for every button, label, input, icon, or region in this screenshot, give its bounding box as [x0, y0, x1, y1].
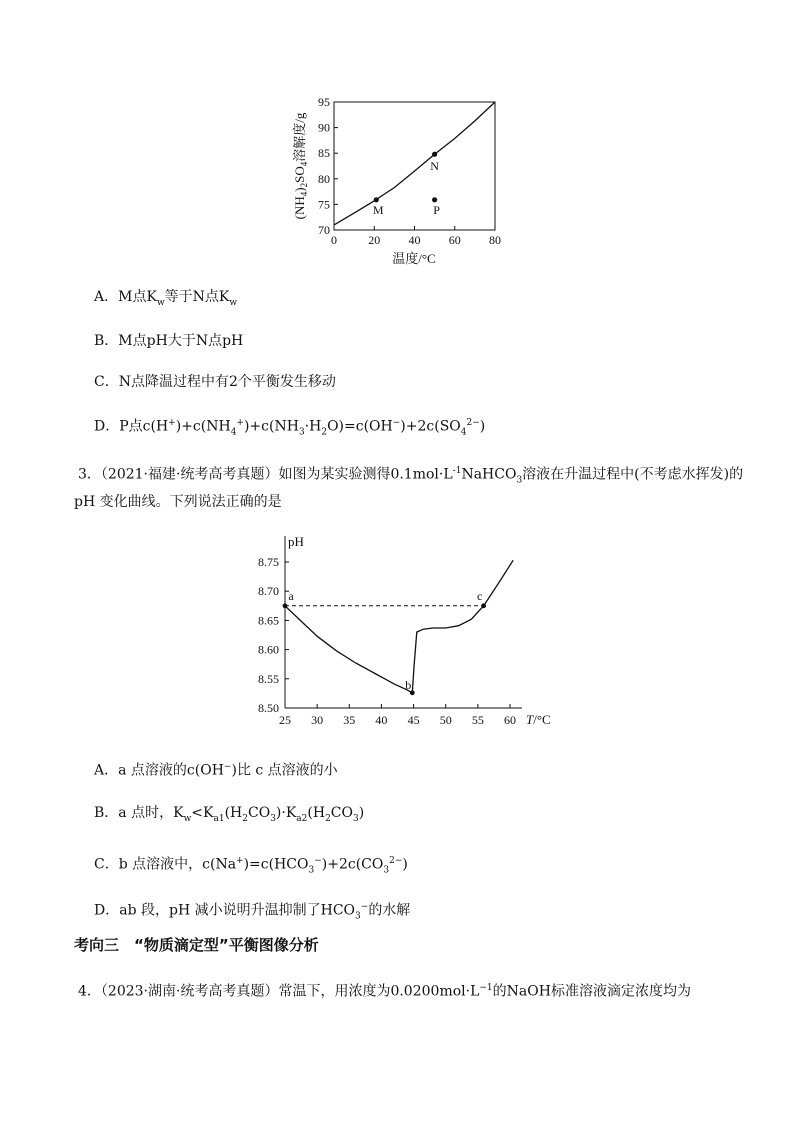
- q2-option-c: C．N点降温过程中有2个平衡发生移动: [94, 374, 336, 390]
- ph-point-c: [481, 603, 486, 608]
- q3-option-c: C．b 点溶液中，$c(Na^+)=c(HCO_3^-)+2c(CO_3^{2-})$: [94, 856, 408, 876]
- solubility-y-tick-label: 95: [318, 95, 330, 109]
- ph-curve: [285, 560, 513, 693]
- solubility-curve: [334, 102, 495, 225]
- solubility-point-label-M: M: [372, 202, 384, 217]
- solubility-point-M: [374, 197, 379, 202]
- solubility-y-axis-label: $(NH_4)_2SO_4$溶解度/g: [292, 112, 309, 220]
- ph-y-tick-label: 8.65: [258, 613, 279, 628]
- solubility-point-label-N: N: [430, 159, 439, 174]
- q4-stem: 4．（2023·湖南·统考高考真题）常温下，用浓度为$0.0200mol\cdot L^{-1}$的NaOH标准溶液滴定浓度均为: [78, 983, 691, 1000]
- solubility-x-tick-label: 40: [408, 233, 421, 247]
- q3-option-a: A．a 点溶液的c(OH−)比 c 点溶液的小: [94, 762, 338, 779]
- q3-option-d: D．ab 段，pH 减小说明升温抑制了$HCO_3^-$的水解: [94, 902, 411, 922]
- solubility-x-tick-label: 80: [489, 233, 501, 247]
- solubility-point-N: [432, 152, 437, 157]
- ph-chart: [240, 530, 560, 730]
- ph-point-label-c: c: [476, 588, 483, 603]
- ph-y-tick-label: 8.50: [258, 701, 279, 715]
- ph-y-axis-label: pH: [288, 534, 304, 549]
- section-heading: 考向三 “物质滴定型”平衡图像分析: [74, 936, 319, 954]
- ph-x-axis-label: T/°C: [526, 712, 551, 727]
- ph-x-tick-label: 40: [375, 713, 388, 727]
- solubility-chart: [290, 90, 520, 270]
- ph-y-tick-label: 8.70: [258, 584, 279, 599]
- solubility-point-label-P: P: [433, 202, 440, 217]
- ph-y-tick-label: 8.55: [258, 671, 279, 686]
- solubility-x-axis-label: 温度/°C: [392, 251, 436, 266]
- ph-x-tick-label: 35: [343, 713, 356, 727]
- ph-x-tick-label: 55: [471, 713, 484, 727]
- ph-x-tick-label: 50: [439, 713, 452, 727]
- solubility-y-tick-label: 90: [318, 120, 330, 135]
- solubility-x-tick-label: 60: [448, 233, 461, 247]
- ph-x-tick-label: 25: [279, 713, 291, 727]
- solubility-x-tick-label: 0: [331, 233, 337, 247]
- q3-option-b: B．a 点时，$K_w<K_{a1}(H_2CO_3)\cdot K_{a2}(H_2CO_3)$: [94, 805, 365, 824]
- ph-y-tick-label: 8.75: [258, 555, 279, 569]
- ph-x-tick-label: 45: [407, 713, 420, 727]
- solubility-y-tick-label: 85: [318, 146, 330, 161]
- ph-y-tick-label: 8.60: [258, 642, 279, 657]
- solubility-y-tick-label: 70: [318, 223, 330, 237]
- ph-point-a: [283, 603, 288, 608]
- ph-point-label-a: a: [288, 588, 294, 603]
- ph-x-tick-label: 30: [311, 713, 324, 727]
- solubility-x-tick-label: 20: [368, 233, 381, 247]
- q2-option-a: A．M点$K_w$等于N点$K_w$: [94, 289, 238, 308]
- q3-stem-line2: pH 变化曲线。下列说法正确的是: [74, 494, 282, 510]
- ph-x-tick-label: 60: [504, 713, 516, 727]
- q2-option-b: B．M点pH大于N点pH: [94, 333, 244, 349]
- q2-option-d: D．P点$c(H^+)+c(NH_4^+)+c(NH_3\cdot H_2O)=c(OH^-)+2c(SO_4^{2-})$: [94, 418, 486, 438]
- solubility-y-tick-label: 80: [318, 171, 330, 186]
- solubility-y-tick-label: 75: [318, 197, 330, 212]
- ph-point-label-b: b: [405, 677, 412, 692]
- solubility-point-P: [432, 197, 437, 202]
- q3-stem-line1: 3．（2021·福建·统考高考真题）如图为某实验测得$0.1mol\cdot L^{-1}NaHCO_3$溶液在升温过程中(不考虑水挥发)的: [78, 466, 744, 486]
